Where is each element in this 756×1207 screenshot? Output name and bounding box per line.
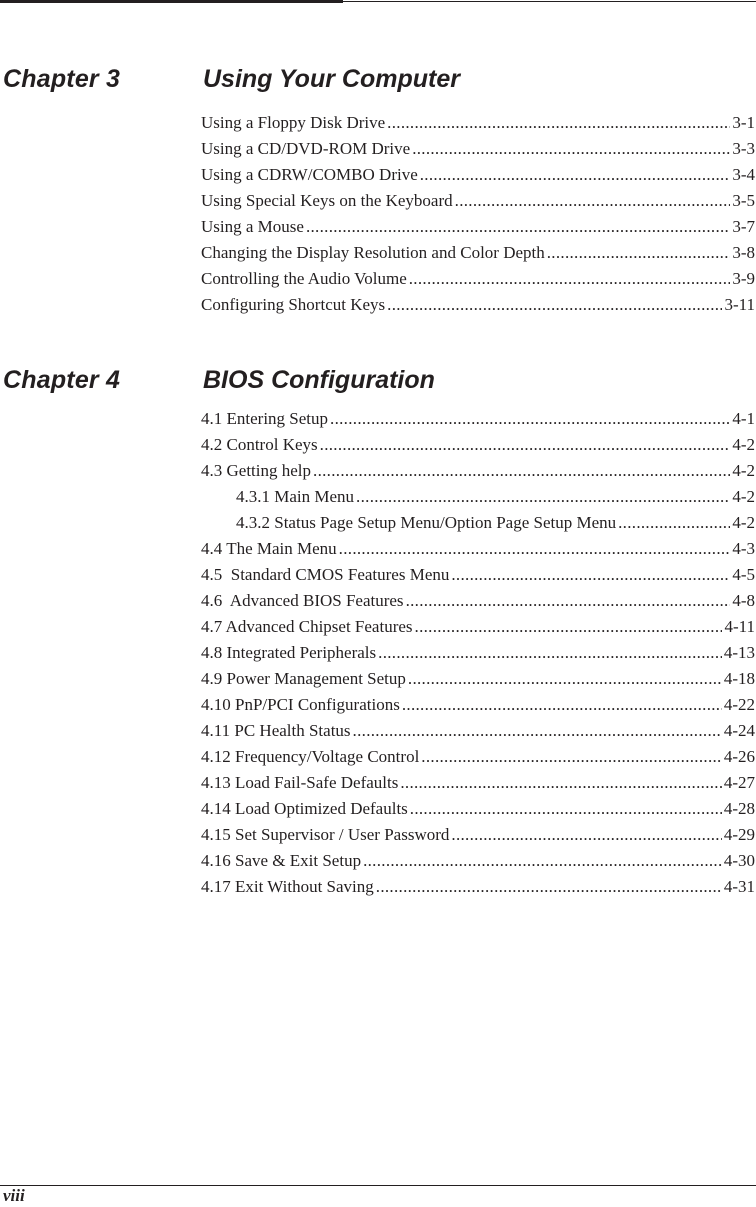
toc-entry-title: 4.9 Power Management Setup: [201, 669, 406, 688]
header-rule-thin: [343, 1, 756, 2]
toc-entry[interactable]: [201, 136, 755, 162]
toc-entry-title: 4.12 Frequency/Voltage Control: [201, 747, 420, 766]
toc-entry[interactable]: [201, 536, 755, 562]
toc-entry-title: 4.8 Integrated Peripherals: [201, 643, 377, 662]
toc-entry-page: 3-9: [732, 269, 755, 288]
toc-entry-page: 4-28: [723, 799, 755, 818]
dot-leader: [421, 744, 722, 770]
toc-entry-title: 4.10 PnP/PCI Configurations: [201, 695, 400, 714]
toc-entry-page: 4-8: [732, 591, 755, 610]
toc-entry[interactable]: [201, 188, 755, 214]
toc-entry-page: 4-31: [723, 877, 755, 896]
toc-entry-page: 4-2: [732, 513, 755, 532]
chapter-3-label: Chapter 3: [3, 65, 121, 93]
toc-entry[interactable]: [201, 510, 755, 536]
toc-entry-page: 3-4: [732, 165, 755, 184]
toc-entry[interactable]: [201, 240, 755, 266]
toc-entry-title: Using a Floppy Disk Drive: [201, 113, 386, 132]
dot-leader: [420, 162, 731, 188]
chapter-4-toc: [201, 406, 755, 900]
toc-entry[interactable]: [201, 406, 755, 432]
toc-entry-title: Using Special Keys on the Keyboard: [201, 191, 453, 210]
toc-entry-title: 4.5 Standard CMOS Features Menu: [201, 565, 450, 584]
toc-entry-title: 4.17 Exit Without Saving: [201, 877, 374, 896]
toc-entry-page: 4-29: [723, 825, 755, 844]
toc-entry-title: 4.14 Load Optimized Defaults: [201, 799, 408, 818]
dot-leader: [356, 484, 730, 510]
toc-entry-page: 3-7: [732, 217, 755, 236]
header-rule-thick: [0, 0, 343, 3]
toc-entry-page: 4-26: [723, 747, 755, 766]
toc-entry-page: 4-24: [723, 721, 755, 740]
toc-entry-title: 4.11 PC Health Status: [201, 721, 351, 740]
dot-leader: [376, 874, 722, 900]
dot-leader: [320, 432, 731, 458]
dot-leader: [455, 188, 731, 214]
dot-leader: [387, 292, 722, 318]
toc-entry[interactable]: [201, 266, 755, 292]
toc-entry-page: 3-11: [724, 295, 755, 314]
toc-entry-page: 4-2: [732, 435, 755, 454]
toc-entry[interactable]: [201, 822, 755, 848]
toc-entry-page: 4-27: [723, 773, 755, 792]
dot-leader: [306, 214, 730, 240]
dot-leader: [410, 796, 722, 822]
toc-entry[interactable]: [201, 744, 755, 770]
toc-entry-page: 4-22: [723, 695, 755, 714]
toc-entry-title: Using a CDRW/COMBO Drive: [201, 165, 418, 184]
dot-leader: [313, 458, 730, 484]
toc-entry-title: Using a CD/DVD-ROM Drive: [201, 139, 411, 158]
toc-entry-page: 4-30: [723, 851, 755, 870]
dot-leader: [387, 110, 730, 136]
toc-entry[interactable]: [201, 292, 755, 318]
toc-entry[interactable]: [201, 666, 755, 692]
toc-entry-page: 3-1: [732, 113, 755, 132]
toc-entry-page: 3-8: [732, 243, 755, 262]
dot-leader: [406, 588, 731, 614]
toc-entry-page: 4-3: [732, 539, 755, 558]
toc-entry[interactable]: [201, 692, 755, 718]
toc-entry[interactable]: [201, 562, 755, 588]
toc-entry[interactable]: [201, 770, 755, 796]
toc-entry-page: 4-18: [723, 669, 755, 688]
toc-entry[interactable]: [201, 432, 755, 458]
dot-leader: [408, 666, 722, 692]
toc-entry[interactable]: [201, 874, 755, 900]
toc-entry[interactable]: [201, 718, 755, 744]
dot-leader: [451, 822, 721, 848]
dot-leader: [409, 266, 731, 292]
toc-entry-title: 4.1 Entering Setup: [201, 409, 329, 428]
dot-leader: [618, 510, 730, 536]
toc-entry-title: Using a Mouse: [201, 217, 304, 236]
footer-rule: [0, 1185, 756, 1186]
toc-entry-title: Configuring Shortcut Keys: [201, 295, 386, 314]
toc-entry[interactable]: [201, 640, 755, 666]
dot-leader: [339, 536, 731, 562]
dot-leader: [412, 136, 730, 162]
toc-entry-title: 4.3.2 Status Page Setup Menu/Option Page Setup Menu: [236, 513, 617, 532]
dot-leader: [451, 562, 730, 588]
toc-entry-title: 4.15 Set Supervisor / User Password: [201, 825, 450, 844]
chapter-4-title: BIOS Configuration: [203, 366, 435, 394]
toc-entry[interactable]: [201, 796, 755, 822]
toc-entry[interactable]: [201, 162, 755, 188]
toc-entry-title: 4.3 Getting help: [201, 461, 312, 480]
toc-entry[interactable]: [201, 848, 755, 874]
chapter-4-label: Chapter 4: [3, 366, 121, 394]
dot-leader: [330, 406, 730, 432]
toc-entry-title: Controlling the Audio Volume: [201, 269, 407, 288]
toc-entry-title: 4.16 Save & Exit Setup: [201, 851, 362, 870]
toc-entry[interactable]: [201, 458, 755, 484]
toc-entry[interactable]: [201, 484, 755, 510]
dot-leader: [363, 848, 722, 874]
dot-leader: [400, 770, 721, 796]
dot-leader: [415, 614, 723, 640]
toc-entry[interactable]: [201, 588, 755, 614]
chapter-3-toc: [201, 110, 755, 318]
toc-entry-page: 4-1: [732, 409, 755, 428]
toc-entry-page: 4-2: [732, 487, 755, 506]
toc-entry-title: 4.6 Advanced BIOS Features: [201, 591, 404, 610]
toc-entry-title: Changing the Display Resolution and Color Depth: [201, 243, 545, 262]
toc-entry-title: 4.3.1 Main Menu: [236, 487, 355, 506]
toc-entry-page: 3-5: [732, 191, 755, 210]
dot-leader: [402, 692, 722, 718]
page-number: viii: [3, 1186, 25, 1205]
toc-entry[interactable]: [201, 214, 755, 240]
toc-entry-page: 4-11: [724, 617, 755, 636]
toc-entry-title: 4.4 The Main Menu: [201, 539, 337, 558]
toc-entry-page: 4-13: [723, 643, 755, 662]
toc-entry-title: 4.13 Load Fail-Safe Defaults: [201, 773, 399, 792]
dot-leader: [353, 718, 722, 744]
toc-entry-title: 4.2 Control Keys: [201, 435, 318, 454]
chapter-3-title: Using Your Computer: [203, 65, 460, 93]
dot-leader: [547, 240, 731, 266]
toc-entry[interactable]: [201, 614, 755, 640]
toc-entry-page: 4-5: [732, 565, 755, 584]
toc-entry-title: 4.7 Advanced Chipset Features: [201, 617, 413, 636]
toc-entry-page: 3-3: [732, 139, 755, 158]
dot-leader: [378, 640, 722, 666]
toc-entry-page: 4-2: [732, 461, 755, 480]
toc-entry[interactable]: [201, 110, 755, 136]
